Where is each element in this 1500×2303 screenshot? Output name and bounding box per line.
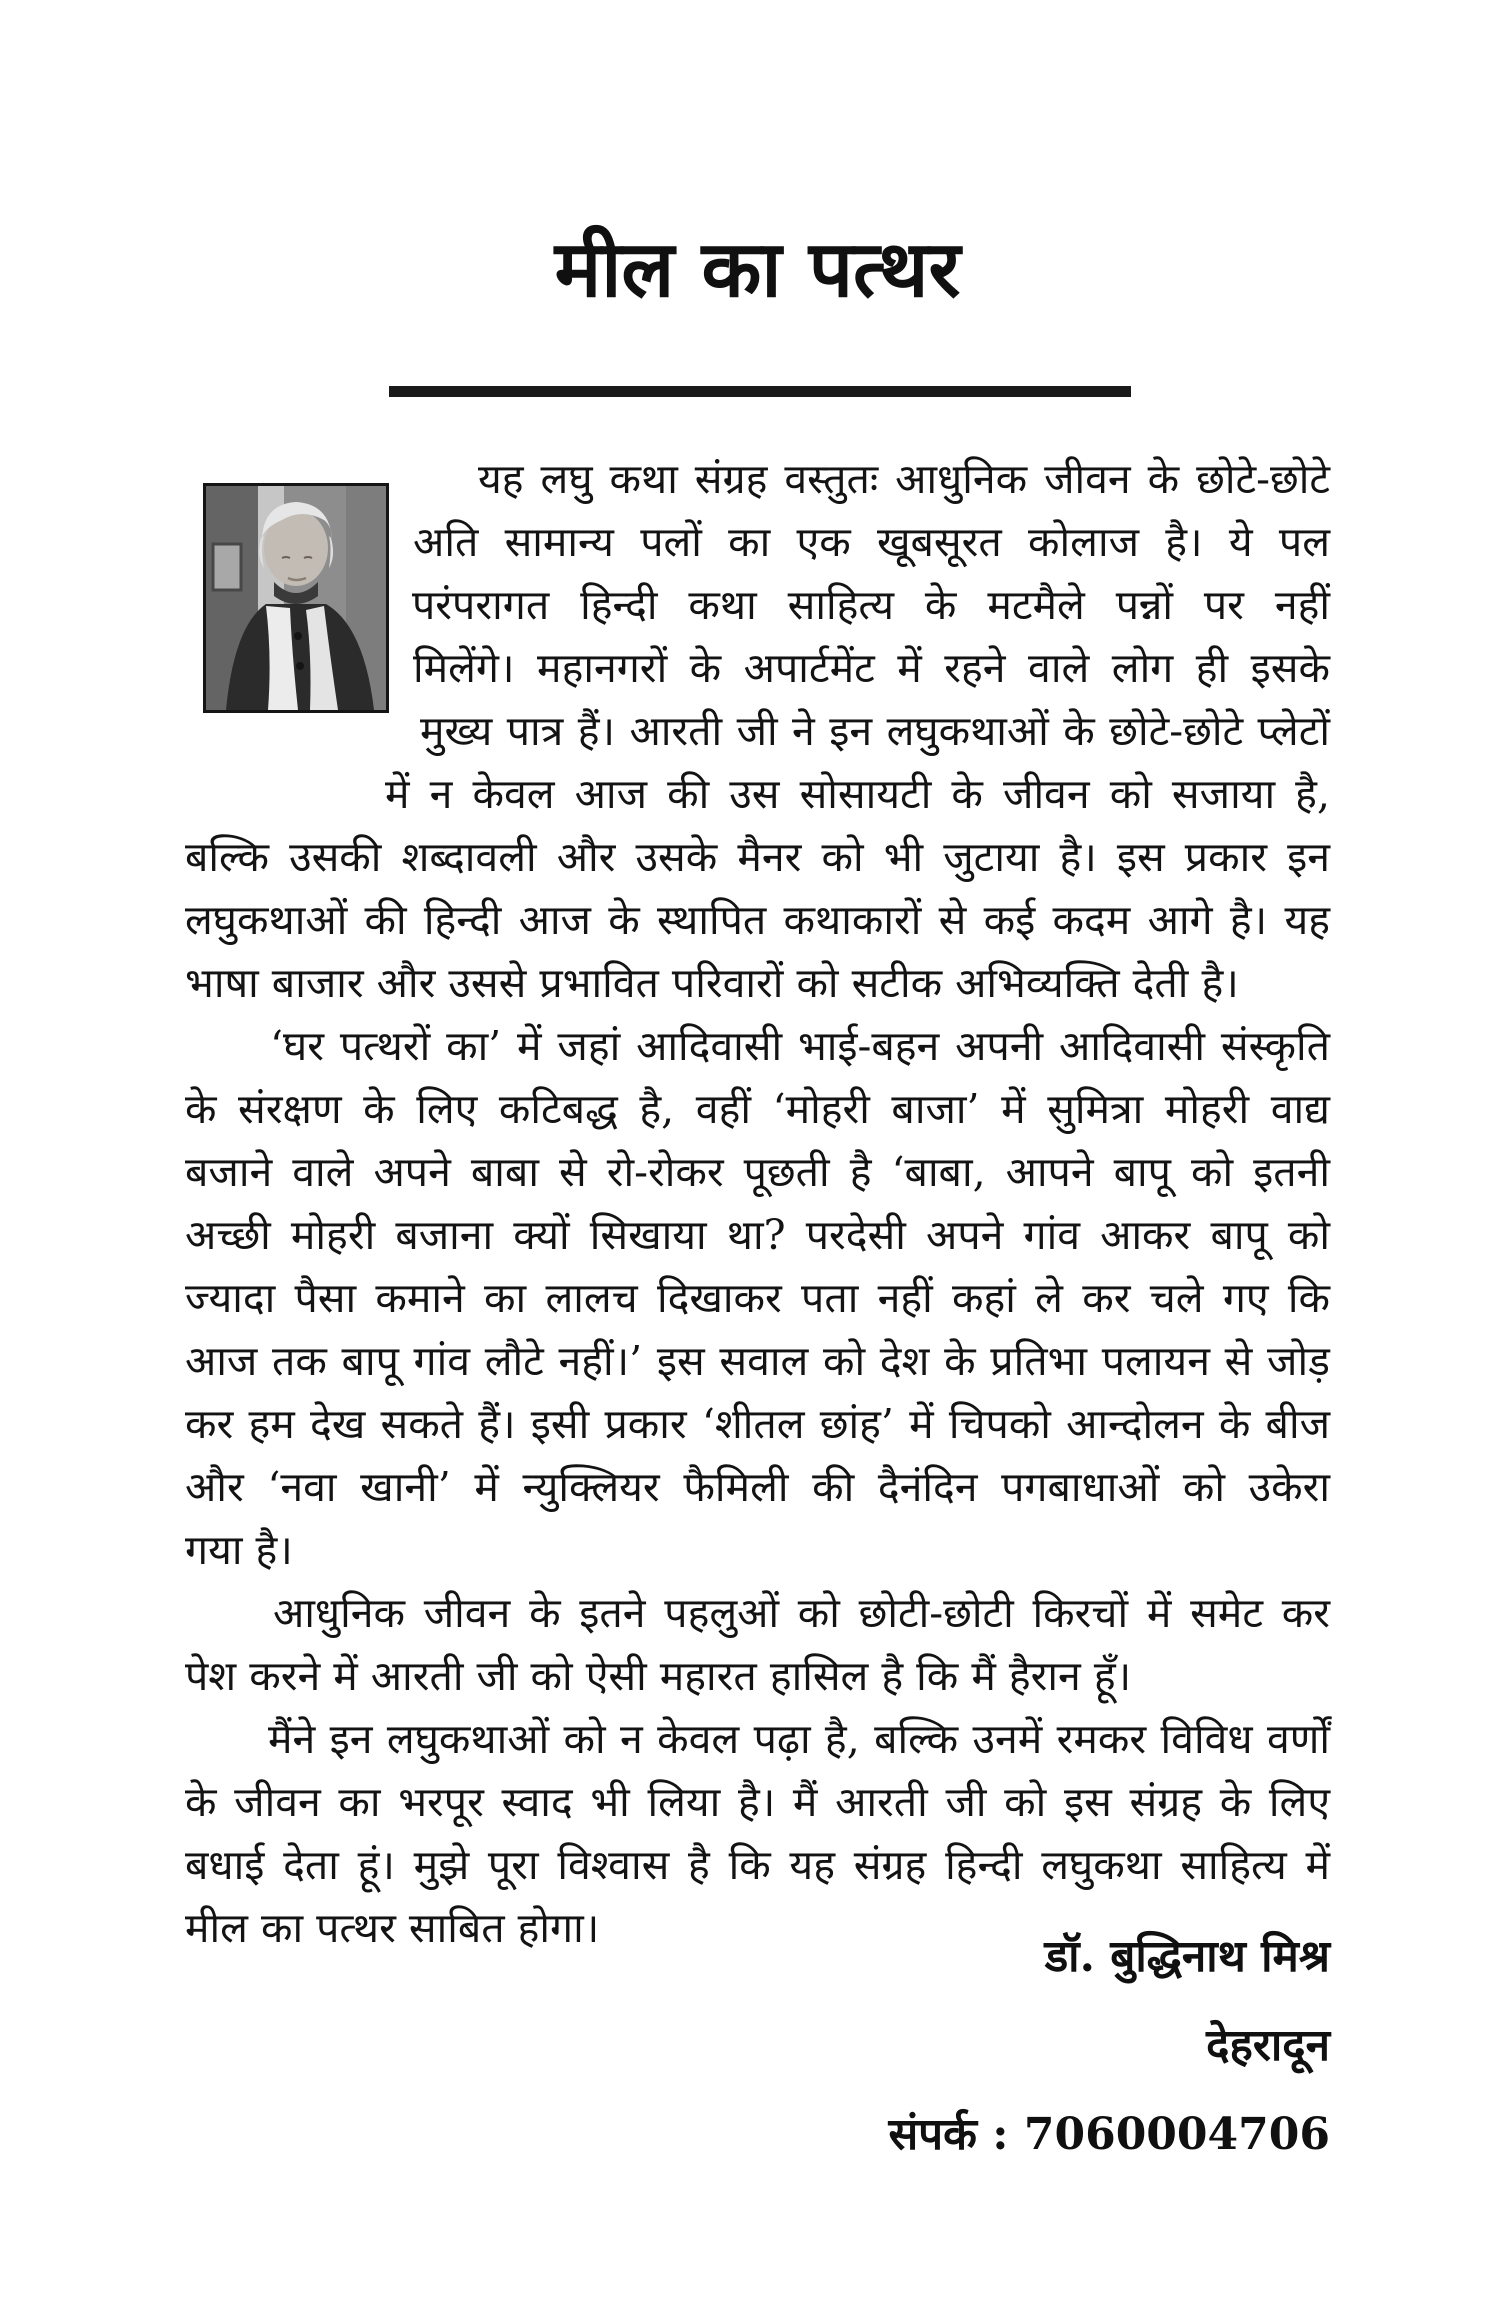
signature-city: देहरादून bbox=[1206, 2020, 1330, 2071]
signature-name: डॉ. बुद्धिनाथ मिश्र bbox=[1044, 1931, 1330, 1982]
body-line: में न केवल आज की उस सोसायटी के जीवन को सजाया है, bbox=[385, 770, 1330, 818]
body-line: आज तक बापू गांव लौटे नहीं।’ इस सवाल को देश के प्रतिभा पलायन से जोड़ bbox=[185, 1337, 1330, 1385]
body-line: के संरक्षण के लिए कटिबद्ध है, वहीं ‘मोहरी बाजा’ में सुमित्रा मोहरी वाद्य bbox=[185, 1085, 1330, 1133]
body-line: ‘घर पत्थरों का’ में जहां आदिवासी भाई-बहन अपनी आदिवासी संस्कृति bbox=[270, 1022, 1330, 1070]
body-line: यह लघु कथा संग्रह वस्तुतः आधुनिक जीवन के छोटे-छोटे bbox=[478, 455, 1330, 503]
signature-contact: संपर्क : 7060004706 bbox=[888, 2109, 1330, 2160]
body-line: मैंने इन लघुकथाओं को न केवल पढ़ा है, बल्कि उनमें रमकर विविध वर्णों bbox=[268, 1715, 1330, 1763]
body-line: मिलेंगे। महानगरों के अपार्टमेंट में रहने वाले लोग ही इसके bbox=[413, 644, 1330, 692]
body-line: गया है। bbox=[185, 1526, 293, 1574]
body-line: अति सामान्य पलों का एक खूबसूरत कोलाज है। ये पल bbox=[413, 518, 1330, 566]
body-line: बधाई देता हूं। मुझे पूरा विश्वास है कि यह संग्रह हिन्दी लघुकथा साहित्य में bbox=[185, 1841, 1330, 1889]
body-line: और ‘नवा खानी’ में न्युक्लियर फैमिली की दैनंदिन पगबाधाओं को उकेरा bbox=[185, 1463, 1330, 1511]
signature-block bbox=[185, 1912, 1330, 2179]
body-line: अच्छी मोहरी बजाना क्यों सिखाया था? परदेसी अपने गांव आकर बापू को bbox=[185, 1211, 1330, 1259]
body-line: कर हम देख सकते हैं। इसी प्रकार ‘शीतल छांह’ में चिपको आन्दोलन के बीज bbox=[185, 1400, 1330, 1448]
body-line: भाषा बाजार और उससे प्रभावित परिवारों को सटीक अभिव्यक्ति देती है। bbox=[185, 959, 1239, 1007]
body-line: परंपरागत हिन्दी कथा साहित्य के मटमैले पन्नों पर नहीं bbox=[412, 581, 1330, 629]
body-line: मील का पत्थर साबित होगा। bbox=[185, 1904, 600, 1952]
body-line: बल्कि उसकी शब्दावली और उसके मैनर को भी जुटाया है। इस प्रकार इन bbox=[185, 833, 1330, 881]
body-line: के जीवन का भरपूर स्वाद भी लिया है। मैं आरती जी को इस संग्रह के लिए bbox=[185, 1778, 1330, 1826]
body-line: ज्यादा पैसा कमाने का लालच दिखाकर पता नहीं कहां ले कर चले गए कि bbox=[185, 1274, 1330, 1322]
body-line: पेश करने में आरती जी को ऐसी महारत हासिल है कि मैं हैरान हूँ। bbox=[185, 1652, 1132, 1700]
body-line: आधुनिक जीवन के इतने पहलुओं को छोटी-छोटी किरचों में समेट कर bbox=[273, 1589, 1330, 1637]
title-rule bbox=[389, 386, 1131, 397]
body-line: बजाने वाले अपने बाबा से रो-रोकर पूछती है ‘बाबा, आपने बापू को इतनी bbox=[185, 1148, 1330, 1196]
body-text bbox=[185, 448, 1330, 1960]
body-line: मुख्य पात्र हैं। आरती जी ने इन लघुकथाओं के छोटे-छोटे प्लेटों bbox=[420, 707, 1330, 755]
body-line: लघुकथाओं की हिन्दी आज के स्थापित कथाकारों से कई कदम आगे है। यह bbox=[185, 896, 1330, 944]
page-title: मील का पत्थर bbox=[554, 224, 961, 316]
